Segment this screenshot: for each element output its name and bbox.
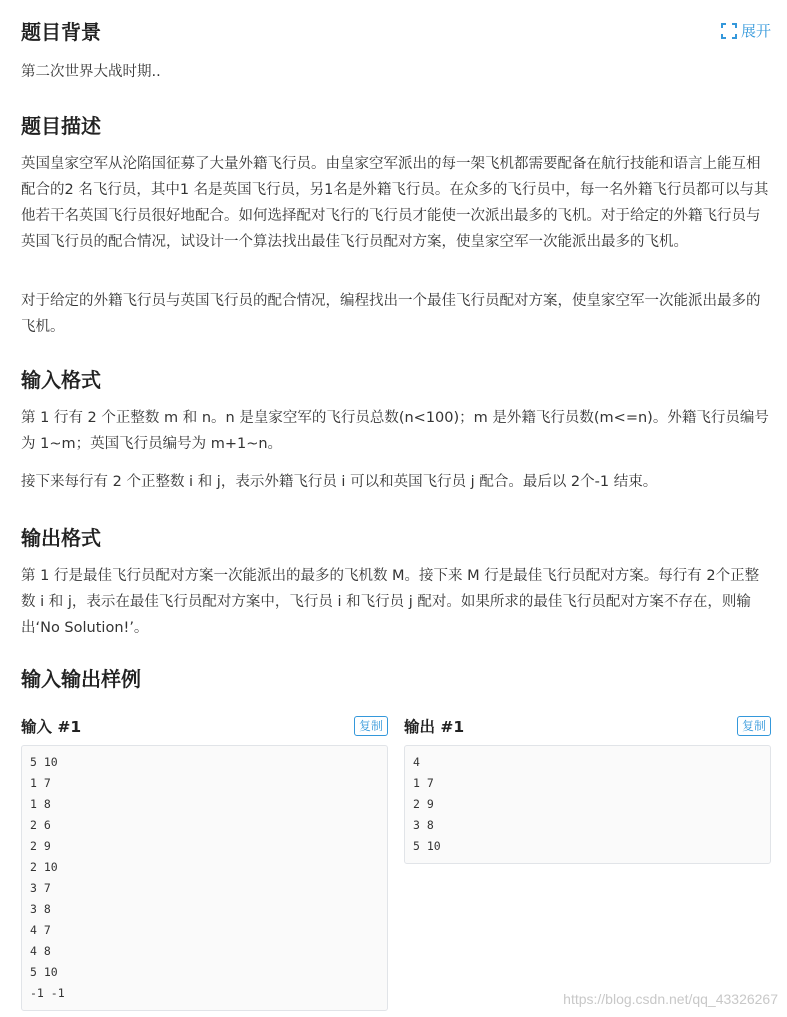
code-line: 2 10 <box>30 860 58 874</box>
samples-title: 输入输出样例 <box>21 667 141 691</box>
input-format-title: 输入格式 <box>21 368 101 392</box>
sample-input-label: 输入 #1 <box>21 718 82 736</box>
sample-input-box[interactable] <box>21 745 388 1011</box>
code-line: 3 8 <box>30 902 51 916</box>
code-line: 3 7 <box>30 881 51 895</box>
output-format-title: 输出格式 <box>21 526 101 550</box>
sample-output-label: 输出 #1 <box>404 718 465 736</box>
code-line: 4 7 <box>30 923 51 937</box>
watermark: https://blog.csdn.net/qq_43326267 <box>563 991 778 1007</box>
code-line: 4 8 <box>30 944 51 958</box>
copy-output-button[interactable]: 复制 <box>737 716 771 736</box>
description-title: 题目描述 <box>21 114 101 138</box>
code-line: -1 -1 <box>30 986 65 1000</box>
samples-container <box>21 713 771 1011</box>
code-line: 3 8 <box>413 818 434 832</box>
code-line: 1 8 <box>30 797 51 811</box>
copy-input-button[interactable]: 复制 <box>354 716 388 736</box>
code-line: 1 7 <box>413 776 434 790</box>
code-line: 2 6 <box>30 818 51 832</box>
description-paragraph-2: 对于给定的外籍飞行员与英国飞行员的配合情况，编程找出一个最佳飞行员配对方案，使皇家空军一次能派出最多的飞机。 <box>21 293 761 335</box>
code-line: 2 9 <box>413 797 434 811</box>
code-line: 5 10 <box>413 839 441 853</box>
sample-output-column <box>404 713 771 1011</box>
code-line: 5 10 <box>30 755 58 769</box>
output-format-paragraph-1: 第 1 行是最佳飞行员配对方案一次能派出的最多的飞机数 M。接下来 M 行是最佳飞行员配对方案。每行有 2个正整数 i 和 j，表示在最佳飞行员配对方案中，飞行员 i 和飞行员 j 配对。如果所求的最佳飞行员配对方案不存在，则输出‘No Solution!’。 <box>21 568 760 636</box>
input-format-paragraph-2: 接下来每行有 2 个正整数 i 和 j，表示外籍飞行员 i 可以和英国飞行员 j 配合。最后以 2个-1 结束。 <box>21 474 658 490</box>
description-paragraph-1: 英国皇家空军从沦陷国征募了大量外籍飞行员。由皇家空军派出的每一架飞机都需要配备在航行技能和语言上能互相配合的2 名飞行员，其中1 名是英国飞行员，另1名是外籍飞行员。在众多的飞行员中，每一名外籍飞行员都可以与其他若干名英国飞行员很好地配合。如何选择配对飞行的飞行员才能使一次派出最多的飞机。对于给定的外籍飞行员与英国飞行员的配合情况，试设计一个算法找出最佳飞行员配对方案，使皇家空军一次能派出最多的飞机。 <box>21 156 769 250</box>
expand-icon <box>721 23 737 39</box>
background-title: 题目背景 <box>21 20 101 44</box>
input-format-paragraph-1: 第 1 行有 2 个正整数 m 和 n。n 是皇家空军的飞行员总数(n<100)；m 是外籍飞行员数(m<=n)。外籍飞行员编号为 1~m；英国飞行员编号为 m+1~n。 <box>21 410 769 452</box>
code-line: 2 9 <box>30 839 51 853</box>
expand-button[interactable] <box>721 20 771 42</box>
expand-label: 展开 <box>740 22 771 40</box>
sample-input-column <box>21 713 388 1011</box>
code-line: 5 10 <box>30 965 58 979</box>
sample-output-box[interactable] <box>404 745 771 864</box>
code-line: 4 <box>413 755 420 769</box>
background-text: 第二次世界大战时期.. <box>21 64 161 80</box>
code-line: 1 7 <box>30 776 51 790</box>
